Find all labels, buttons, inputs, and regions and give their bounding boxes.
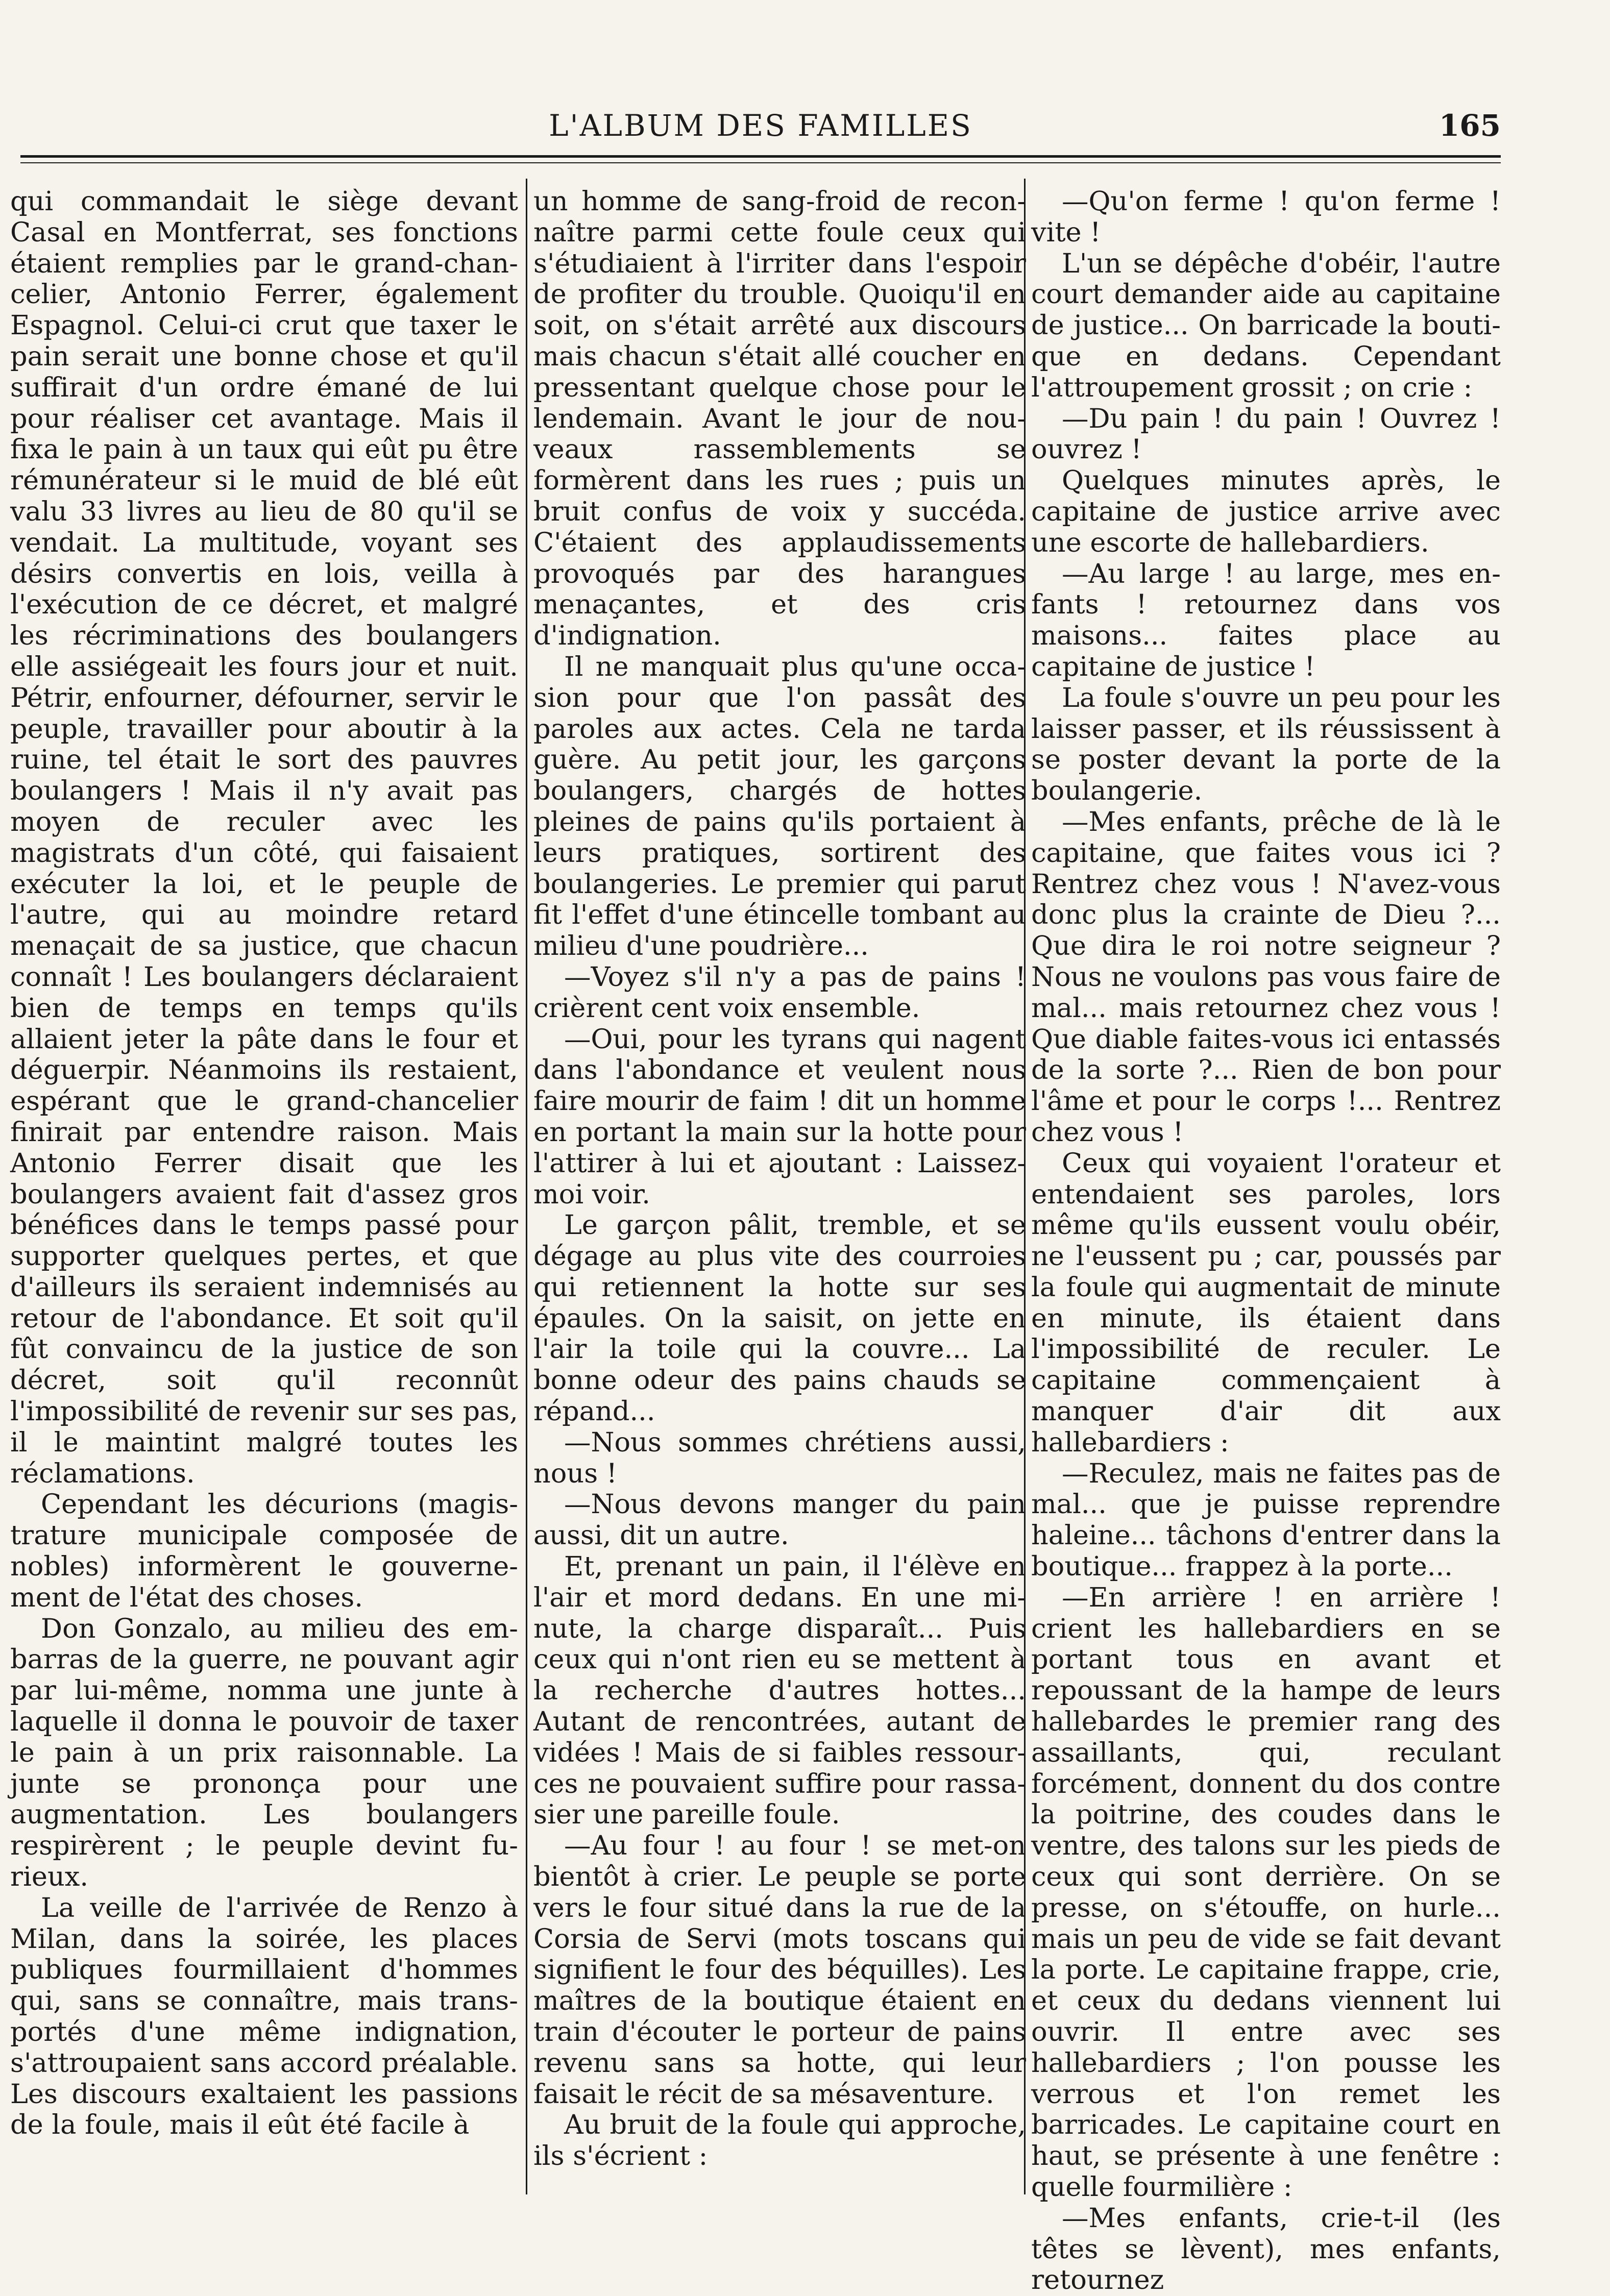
paragraph: —Reculez, mais ne faites pas de mal... que je puisse reprendre haleine... tâchons d'entrer dans la boutique... frappez à la porte... bbox=[1031, 1458, 1501, 1583]
paragraph: un homme de sang-froid de reconnaître parmi cette foule ceux qui s'étudiaient à l'irriter dans l'espoir de profiter du trouble. Quoiqu'il en soit, on s'était arrêté aux discours mais chacun s'était allé coucher en pressentant quelque chose pour le lendemain. Avant le jour de nouveaux rassemblements se formèrent dans les rues ; puis un bruit confus de voix y succéda. C'étaient des applaudissements provoqués par des harangues menaçantes, et des cris d'indignation. bbox=[533, 186, 1026, 652]
page-header bbox=[20, 102, 1501, 168]
paragraph: La foule s'ouvre un peu pour les laisser passer, et ils réussissent à se poster devant la porte de la boulangerie. bbox=[1031, 682, 1501, 807]
paragraph: —Au large ! au large, mes enfants ! retournez dans vos maisons... faites place au capitaine de justice ! bbox=[1031, 558, 1501, 682]
paragraph: L'un se dépêche d'obéir, l'autre court demander aide au capitaine de justice... On barricade la boutique en dedans. Cependant l'attroupement grossit ; on crie : bbox=[1031, 248, 1501, 403]
paragraph: Cependant les décurions (magistrature municipale composée de nobles) informèrent le gouvernement de l'état des choses. bbox=[10, 1489, 518, 1613]
paragraph: —Mes enfants, prêche de là le capitaine, que faites vous ici ? Rentrez chez vous ! N'avez-vous donc plus la crainte de Dieu ?... Que dira le roi notre seigneur ? Nous ne voulons pas vous faire de mal... mais retournez chez vous ! Que diable faites-vous ici entassés de la sorte ?... Rien de bon pour l'âme et pour le corps !... Rentrez chez vous ! bbox=[1031, 806, 1501, 1148]
paragraph: —En arrière ! en arrière ! crient les hallebardiers en se portant tous en avant et repoussant de la hampe de leurs hallebardes le premier rang des assaillants, qui, reculant forcément, donnent du dos contre la poitrine, des coudes dans le ventre, des talons sur les pieds de ceux qui sont derrière. On se presse, on s'étouffe, on hurle... mais un peu de vide se fait devant la porte. Le capitaine frappe, crie, et ceux du dedans viennent lui ouvrir. Il entre avec ses hallebardiers ; l'on pousse les verrous et l'on remet les barricades. Le capitaine court en haut, se présente à une fenêtre : quelle fourmilière : bbox=[1031, 1582, 1501, 2203]
paragraph: qui commandait le siège devant Casal en Montferrat, ses fonctions étaient remplies par le grand-chancelier, Antonio Ferrer, également Espagnol. Celui-ci crut que taxer le pain serait une bonne chose et qu'il suffirait d'un ordre émané de lui pour réaliser cet avantage. Mais il fixa le pain à un taux qui eût pu être rémunérateur si le muid de blé eût valu 33 livres au lieu de 80 qu'il se vendait. La multitude, voyant ses désirs convertis en lois, veilla à l'exécution de ce décret, et malgré les récriminations des boulangers elle assiégeait les fours jour et nuit. Pétrir, enfourner, défourner, servir le peuple, travailler pour aboutir à la ruine, tel était le sort des pauvres boulangers ! Mais il n'y avait pas moyen de reculer avec les magistrats d'un côté, qui faisaient exécuter la loi, et le peuple de l'autre, qui au moindre retard menaçait de sa justice, que chacun connaît ! Les boulangers déclaraient bien de temps en temps qu'ils allaient jeter la pâte dans le four et déguerpir. Néanmoins ils restaient, espérant que le grand-chancelier finirait par entendre raison. Mais Antonio Ferrer disait que les boulangers avaient fait d'assez gros bénéfices dans le temps passé pour supporter quelques pertes, et que d'ailleurs ils seraient indemnisés au retour de l'abondance. Et soit qu'il fût convaincu de la justice de son décret, soit qu'il reconnût l'impossibilité de revenir sur ses pas, il le maintint malgré toutes les réclamations. bbox=[10, 186, 518, 1489]
paragraph: Le garçon pâlit, tremble, et se dégage au plus vite des courroies qui retiennent la hotte sur ses épaules. On la saisit, on jette en l'air la toile qui la couvre... La bonne odeur des pains chauds se répand... bbox=[533, 1209, 1026, 1427]
paragraph: —Qu'on ferme ! qu'on ferme ! vite ! bbox=[1031, 186, 1501, 248]
header-rule bbox=[20, 155, 1501, 158]
paragraph: Et, prenant un pain, il l'élève en l'air et mord dedans. En une minute, la charge disparaît... Puis ceux qui n'ont rien eu se mettent à la recherche d'autres hottes... Autant de rencontrées, autant de vidées ! Mais de si faibles ressources ne pouvaient suffire pour rassasier une pareille foule. bbox=[533, 1551, 1026, 1831]
paragraph: Il ne manquait plus qu'une occasion pour que l'on passât des paroles aux actes. Cela ne tarda guère. Au petit jour, les garçons boulangers, chargés de hottes pleines de pains qu'ils portaient à leurs pratiques, sortirent des boulangeries. Le premier qui parut fit l'effet d'une étincelle tombant au milieu d'une poudrière... bbox=[533, 651, 1026, 962]
text-column-3 bbox=[1031, 186, 1501, 2296]
header-rule-thin bbox=[20, 162, 1501, 163]
paragraph: Don Gonzalo, au milieu des embarras de la guerre, ne pouvant agir par lui-même, nomma une junte à laquelle il donna le pouvoir de taxer le pain à un prix raisonnable. La junte se prononça pour une augmentation. Les boulangers respirèrent ; le peuple devint furieux. bbox=[10, 1613, 518, 1893]
running-title: L'ALBUM DES FAMILLES bbox=[549, 108, 972, 143]
paragraph: La veille de l'arrivée de Renzo à Milan, dans la soirée, les places publiques fourmillaient d'hommes qui, sans se connaître, mais transportés d'une même indignation, s'attroupaient sans accord préalable. Les discours exaltaient les passions de la foule, mais il eût été facile à bbox=[10, 1892, 518, 2141]
text-column-2 bbox=[533, 186, 1026, 2197]
paragraph: —Nous devons manger du pain aussi, dit un autre. bbox=[533, 1489, 1026, 1551]
text-column-1 bbox=[10, 186, 518, 2197]
paragraph: —Oui, pour les tyrans qui nagent dans l'abondance et veulent nous faire mourir de faim ! dit un homme en portant la main sur la hotte pour l'attirer à lui et ajoutant : Laissez-moi voir. bbox=[533, 1023, 1026, 1210]
paragraph: —Du pain ! du pain ! Ouvrez ! ouvrez ! bbox=[1031, 403, 1501, 465]
page-number: 165 bbox=[1438, 108, 1501, 143]
paragraph: —Nous sommes chrétiens aussi, nous ! bbox=[533, 1426, 1026, 1489]
paragraph: —Au four ! au four ! se met-on bientôt à crier. Le peuple se porte vers le four situé dans la rue de la Corsia de Servi (mots toscans qui signifient le four des béquilles). Les maîtres de la boutique étaient en train d'écouter le porteur de pains revenu sans sa hotte, qui leur faisait le récit de sa mésaventure. bbox=[533, 1830, 1026, 2110]
paragraph: —Mes enfants, crie-t-il (les têtes se lèvent), mes enfants, retournez bbox=[1031, 2202, 1501, 2296]
paragraph: Au bruit de la foule qui approche, ils s'écrient : bbox=[533, 2109, 1026, 2172]
column-divider bbox=[526, 179, 527, 2194]
paragraph: Ceux qui voyaient l'orateur et entendaient ses paroles, lors même qu'ils eussent voulu obéir, ne l'eussent pu ; car, poussés par la foule qui augmentait de minute en minute, ils étaient dans l'impossibilité de reculer. Le capitaine commençaient à manquer d'air dit aux hallebardiers : bbox=[1031, 1147, 1501, 1458]
paragraph: Quelques minutes après, le capitaine de justice arrive avec une escorte de hallebardiers. bbox=[1031, 465, 1501, 558]
paragraph: —Voyez s'il n'y a pas de pains ! crièrent cent voix ensemble. bbox=[533, 961, 1026, 1024]
